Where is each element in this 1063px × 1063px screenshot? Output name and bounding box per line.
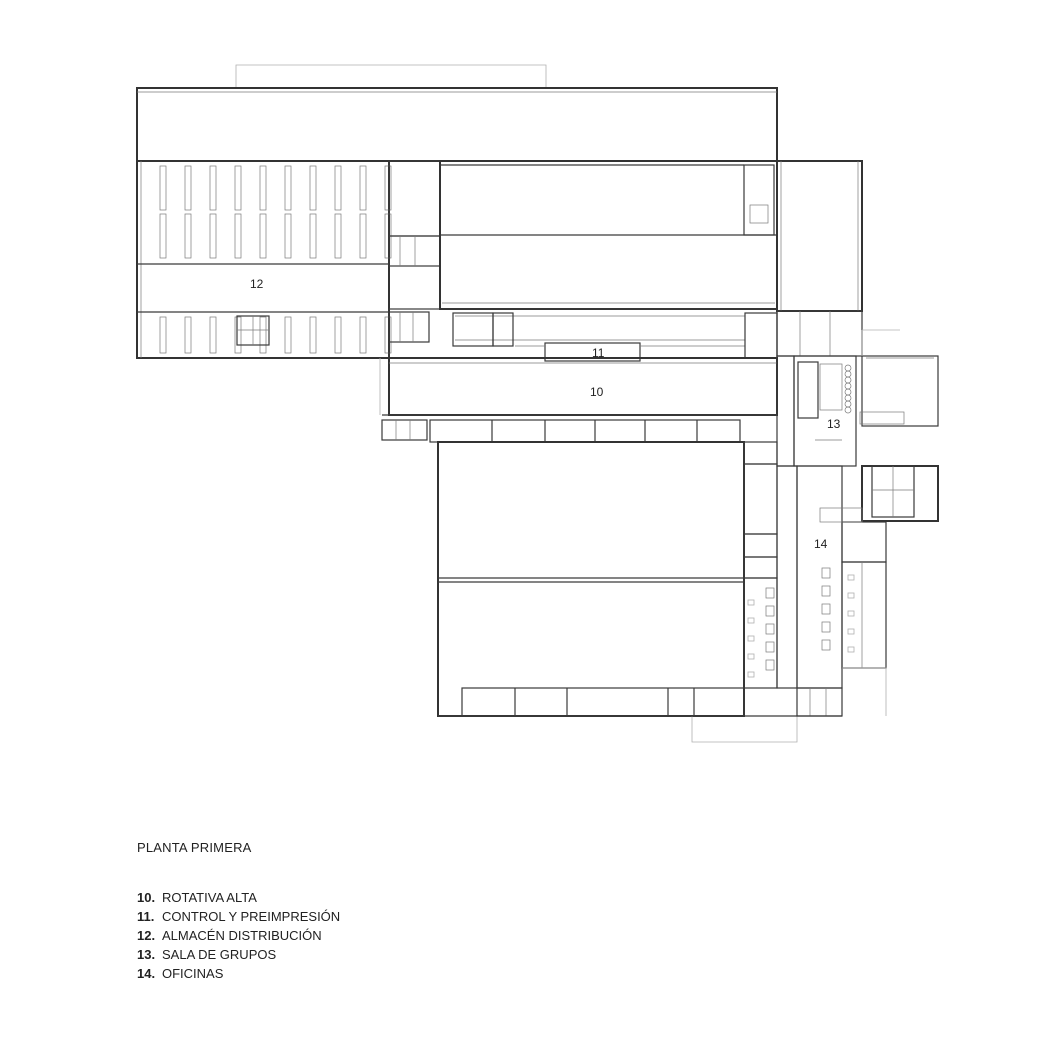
stair-core-south: [797, 688, 842, 716]
office-block-north: [842, 522, 886, 562]
legend: [137, 888, 340, 983]
legend-item: [137, 964, 340, 983]
east-service-core: [777, 311, 862, 356]
press-hall-south: [438, 442, 744, 716]
plan-title: PLANTA PRIMERA: [137, 840, 252, 855]
storage-racks-bottom: [160, 317, 391, 353]
label-room-12: 12: [250, 277, 264, 291]
service-room: [389, 161, 440, 236]
meeting-cluster: [862, 466, 938, 521]
legend-number: 14.: [137, 966, 156, 981]
legend-item: [137, 945, 340, 964]
legend-item: [137, 926, 340, 945]
roof-canopy-outline: [236, 65, 546, 88]
legend-number: 10.: [137, 890, 156, 905]
storage-racks-top: [160, 166, 391, 258]
east-corridor: [777, 356, 794, 466]
service-row: [430, 420, 740, 442]
north-hall: [137, 88, 777, 161]
service-row-west: [382, 420, 427, 440]
service-bays: [492, 420, 697, 442]
legend-label: ROTATIVA ALTA: [162, 890, 257, 905]
terrace: [862, 356, 938, 426]
label-room-14: 14: [814, 537, 828, 551]
south-rooms: [462, 688, 744, 716]
legend-number: 13.: [137, 947, 156, 962]
legend-label: SALA DE GRUPOS: [162, 947, 277, 962]
legend-label: ALMACÉN DISTRIBUCIÓN: [162, 928, 322, 943]
legend-number: 12.: [137, 928, 156, 943]
label-room-11: 11: [592, 346, 605, 360]
desks-west: [748, 588, 774, 677]
auditorium-seats: [845, 365, 851, 413]
east-block: [777, 161, 862, 311]
toilet-block: [389, 312, 429, 342]
legend-label: CONTROL Y PREIMPRESIÓN: [162, 909, 341, 924]
legend-label: OFICINAS: [162, 966, 224, 981]
legend-item: [137, 888, 340, 907]
office-strip: [797, 466, 842, 688]
legend-item: [137, 907, 340, 926]
south-canopy: [692, 716, 797, 742]
label-room-10: 10: [590, 385, 604, 399]
label-room-13: 13: [827, 417, 841, 431]
legend-number: 11.: [137, 909, 155, 924]
group-room: [794, 356, 856, 466]
desks-east: [822, 568, 854, 652]
storage-area: [137, 161, 389, 358]
hall-annex: [744, 165, 774, 235]
service-room-small: [389, 236, 440, 266]
rotary-press-hall: [389, 358, 777, 415]
